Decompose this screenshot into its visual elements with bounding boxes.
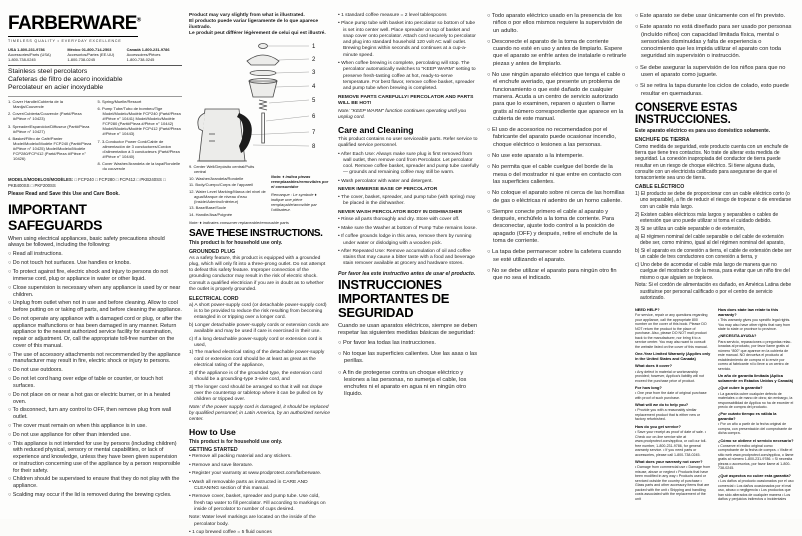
list-item: What will we do to help you? bbox=[635, 402, 689, 408]
cover-knob bbox=[259, 44, 268, 49]
list-item: 12. Water Level Marking/Marca del nivel de agua/Marque de niveau d'eau (Inside/Adentro/Intérieur) bbox=[189, 188, 266, 204]
list-item: One-Year Limited Warranty (Applies only in the United States and Canada) bbox=[635, 351, 711, 361]
list-item: ○ Se debe asegurar la supervisión de los niños para que no usen el aparato como juguete. bbox=[635, 64, 786, 79]
list-item: ¿NECESITA AYUDA? bbox=[718, 333, 757, 339]
list-item: 11. Body/Cuerpo/Corps de l'appareil bbox=[189, 182, 254, 188]
cable-heading: CABLE ELÉCTRICO bbox=[635, 184, 685, 191]
list-item: ○ No se debe utilizar el aparato para ningún otro fin que no sea el indicado. bbox=[487, 267, 617, 282]
getting-started-list bbox=[189, 454, 330, 536]
list-item: • Register your warranty at www.prodprotect.com/farberware. bbox=[189, 471, 322, 477]
list-item: 1) The marked electrical rating of the detachable power-supply cord or extension cord should be at least as great as the electrical rating of the appliance, bbox=[189, 350, 325, 368]
list-item: 4. Basket/Filtro de Café/Panier Model/Modelo/Modèle FCP240 (Part#/Pieza #/Pièce n° 10425) Model/Modelo/Modèle FCP280/FCP412 (Part#/Pieza #/Pièce n° 10426) bbox=[8, 136, 92, 162]
divider bbox=[8, 65, 182, 66]
list-item: 2. Cover/Cubierta/Couvercle (Part#/Pieza #/Pièce n° 10423) bbox=[8, 111, 82, 122]
list-item: ○ La tapa debe permanecer sobre la cafetera cuando se esté utilizando el aparato. bbox=[487, 249, 622, 263]
callout-3: 3 bbox=[312, 70, 316, 76]
list-item: c) If a long detachable power-supply cord or extension cord is used, bbox=[189, 336, 323, 348]
read-save-note: Please Read and Save this Use and Care Book. bbox=[8, 191, 120, 198]
list-item: a) El régimen nominal del cable separable o del cable de extensión debe ser, como mínimo, igual al del régimen nominal del aparato, bbox=[635, 233, 785, 246]
care-list-b bbox=[338, 195, 479, 208]
list-item: • 1 standard coffee measure = 2 level tablespoons bbox=[338, 13, 447, 18]
list-item: ○ No permita que el cable cuelgue del borde de la mesa o del mostrador ni que entre en contacto con las superficies calientes. bbox=[487, 164, 622, 185]
never-dishwasher-warning: NEVER WASH PERCOLATOR BODY IN DISHWASHER bbox=[338, 209, 463, 215]
parts-list bbox=[8, 99, 182, 174]
list-item: • If coffee grounds lodge in this area, remove them by running under water or dislodging with a wooden pick. bbox=[338, 234, 472, 246]
list-item: ○ Do not use appliance for other than intended use. bbox=[8, 431, 131, 438]
list-item: 3) The longer cord should be arranged so that it will not drape over the countertop or tabletop where it can be pulled on by children or tripped over. bbox=[189, 384, 323, 403]
list-item: b) Longer detachable power-supply cords or extension cords are available and may be used if care is exercised in their use. bbox=[189, 322, 329, 334]
fine-print-right bbox=[718, 305, 794, 502]
panel-conserve bbox=[635, 13, 794, 513]
enchufe-heading: ENCHUFE DE TIERRA bbox=[635, 136, 690, 143]
list-item: How does state law relate to this warranty? bbox=[718, 307, 779, 317]
cover bbox=[247, 55, 279, 65]
parts-list-center bbox=[189, 164, 330, 219]
list-item: • Por un año a partir de la fecha original de compra, con presentación del comprobante de dicha compra. bbox=[718, 422, 793, 436]
list-item: Nota: Si el cordón de alimentación es dañado, en América Latina debe sustituirse por personal calificado o por el centro de servicio autorizado. bbox=[635, 282, 792, 302]
list-item: Para servicio, reparaciones o preguntas relacionadas al producto, por favor llame gratis al número “800” que aparece en la cubierta de este manual. NO devuelva el producto al establecimiento de compra ni lo envíe por correo al fabricante ni lo lleve a un centro de servicio. bbox=[718, 339, 792, 371]
list-item: 7. 3-Conductor Power Cord/Cable de alimentación de 3 conductores/Cordon d'alimentation à 3 conducteurs (Part#/Pieza #/Pièce n° 10440) bbox=[97, 138, 180, 159]
list-item: El producto puede variar ligeramente de lo que aparece ilustrado. bbox=[189, 19, 319, 30]
list-item: b) Si el aparato es de conexión a tierra, el cable de extensión debe ser un cable de tres conductores con conexión a tierra, y bbox=[635, 247, 792, 261]
list-item: 3) Si se utiliza un cable separable o de extensión, bbox=[635, 225, 746, 232]
grounded-plug-text: As a safety feature, this product is equipped with a grounded plug, which will only fit into a three-prong outlet. Do not attempt to defeat this safety feature. Improper connection of the grounding conductor may result in the risk of electric shock. Consult a qualified electrician if you are in doubt as to whether the outlet is properly grounded. bbox=[189, 255, 326, 292]
list-item: For service, repair or any questions regarding your appliance, call the appropriate 800 number on the cover of this book. Please DO NOT return the product to the place of purchase. Also, please DO NOT mail product back to the manufacturer, nor bring it to a service center. You may also want to consult the website listed on the cover of this manual. bbox=[635, 313, 708, 349]
list-item: ○ Do not touch hot surfaces. Use handles or knobs. bbox=[8, 260, 131, 267]
parts-center-items bbox=[189, 164, 267, 219]
list-item: ○ Scalding may occur if the lid is removed during the brewing cycles. bbox=[8, 492, 172, 499]
basket bbox=[249, 79, 277, 97]
list-item: ¿Por cuánto tiempo es válida la garantía? bbox=[718, 411, 777, 422]
list-item: • After Repeated Use: Remove accumulation of oil and coffee stains that may cause a bitter taste with a food and beverage stain remover available at grocery and hardware stores. bbox=[338, 248, 475, 267]
list-item: c) Uno debe de acomodar el cable más largo de manera que no cuelgue del mostrador o de la mesa, para evitar que un niño tire del mismo o que alguien se tropiece. bbox=[635, 262, 790, 281]
brand-logo bbox=[8, 13, 182, 43]
spanish-safeguards-list-1 bbox=[338, 340, 479, 399]
parts-note-es: Nota: ♦ indica piezas reemplazables/removibles por el consumidor bbox=[271, 174, 329, 189]
list-item: • Rinse all parts thoroughly and dry. Store with cover off. bbox=[338, 217, 460, 223]
percolator-diagram bbox=[189, 39, 330, 163]
parts-list-right bbox=[98, 99, 183, 174]
list-item: • One year from the date of original purchase with proof of such purchase. bbox=[635, 391, 707, 400]
fine-print bbox=[635, 305, 794, 502]
cable-list bbox=[635, 191, 794, 301]
list-item: 2) If the appliance is of the grounded type, the extension cord should be a grounding-type 3-wire cord, and bbox=[189, 370, 322, 382]
panel-cover bbox=[8, 13, 182, 513]
never-immerse-warning: NEVER IMMERSE BASE OF PERCOLATOR bbox=[338, 187, 438, 193]
list-item: 1) El producto se debe de proporcionar con un cable eléctrico corto (o uno separable), a fin de reducir el riesgo de tropezar o de enredarse con un cable más largo. bbox=[635, 191, 792, 210]
list-item: ○ Do not operate any appliance with a damaged cord or plug, or after the appliance malfunctions or has been damaged in any manner. Return appliance to the nearest authorized service facility for examination, repair or adjustment. Or, call the appropriate toll-free number on the cover of this manual. bbox=[8, 316, 182, 349]
list-item: 6. Pump Tube/Tubo de bombeo/Tige Model/Modelo/Modèle FCP240 (Part#/Pieza #/Pièce n° 10441) Model/Modelo/Modèle FCP280 (Part#/Pieza #/Pièce n° 10442) Model/Modelo/Modèle FCP412 (Part#/Pieza #/Pièce n° 10443) bbox=[97, 106, 181, 137]
list-item: • The cover, basket, spreader, and pump tube (with spring) may be placed in the dishwasher. bbox=[338, 194, 476, 207]
diagram-callouts bbox=[312, 44, 316, 150]
care-list-c bbox=[338, 217, 479, 267]
list-item: ○ This appliance is not intended for use by persons (including children) with reduced physical, sensory or mental capabilities, or lack of experience and knowledge, unless they have been given supervision or instruction concerning use of the appliance by a person responsible for their safety. bbox=[8, 440, 181, 474]
instrucciones-heading: INSTRUCCIONES IMPORTANTES DE SEGURIDAD bbox=[338, 277, 450, 320]
brand-wordmark: FARBERWARE bbox=[8, 13, 137, 34]
list-item: • Provide you with a reasonably similar replacement product that is either new or factory refurbished. bbox=[635, 408, 701, 422]
parts-note-en: Note: ♦ indicates consumer replaceable/removable parts bbox=[189, 219, 289, 225]
how-to-use-continued bbox=[338, 13, 479, 92]
list-item: 9. Center Well/Depósito central/Puits central bbox=[189, 164, 255, 174]
callout-5: 5 bbox=[312, 98, 316, 104]
parts-notes bbox=[271, 164, 330, 219]
list-item: • This warranty gives you specific legal rights. You may also have other rights that vary from state to state or province to province. bbox=[718, 318, 791, 332]
product-title bbox=[8, 68, 182, 93]
list-item: • Wash percolator with water and detergent. bbox=[338, 178, 433, 184]
list-item: • After Each Use: Always make sure plug is first removed from wall outlet, then remove cord from Percolator. Let percolator cool. Remove coffee basket, spreader and pump tube carefully — grounds and remaining coffee may still be warm. bbox=[338, 151, 479, 176]
list-item: • Wash all removable parts as instructed in CARE AND CLEANING section of this manual. bbox=[189, 479, 308, 491]
list-item: ○ Este aparato no está diseñado para ser usado por personas (incluído niños) con capacidad limitada física, mental o sensoriales disminuidas y falta de experiencia o conocimiento que les impida utilizar el aparato con toda seguridad sin supervisión o instrucción. bbox=[635, 24, 792, 60]
list-item: • La garantía cubre cualquier defecto de materiales o de mano de obra; sin embargo, la responsabilidad de Applica no ha de exceder el precio de compra del producto. bbox=[718, 391, 794, 410]
how-to-use-heading: How to Use bbox=[189, 427, 236, 438]
list-item: NEED HELP? bbox=[635, 307, 660, 313]
list-item: • Make sure the Washer at bottom of Pump Tube remains loose. bbox=[338, 225, 477, 231]
care-intro: This product contains no user serviceable parts. Refer service to qualified service personnel. bbox=[338, 136, 478, 148]
keep-warm-note: Note: “KEEP WARM” function continues operating until you unplug cord. bbox=[338, 108, 467, 120]
conserve-heading: CONSERVE ESTAS INSTRUCCIONES. bbox=[635, 101, 738, 127]
list-item: ○ Por favor lea todas las instrucciones. bbox=[338, 339, 436, 346]
list-item: ○ Children should be supervised to ensure that they do not play with the appliance. bbox=[8, 476, 180, 490]
list-item: 8. Cover Washer/Arandela de la tapa/Rondelle du couvercle bbox=[97, 161, 181, 172]
callout-1: 1 bbox=[312, 44, 316, 50]
list-item: Le produit peut différer légèrement de celui qui est illustré. bbox=[189, 31, 326, 36]
save-instructions-heading: SAVE THESE INSTRUCTIONS. bbox=[189, 227, 323, 239]
fine-print-left bbox=[635, 305, 711, 502]
callout-4: 4 bbox=[312, 84, 316, 90]
brand-tagline: TIMELESS QUALITY • EVERYDAY EXCELLENCE bbox=[8, 36, 138, 43]
spanish-safeguards-list-3 bbox=[635, 13, 794, 98]
spring bbox=[259, 100, 267, 110]
list-item: 13. Base/Base/Socle bbox=[189, 205, 227, 211]
list-item: 2) Existen cables eléctricos más largos y separables o cables de extensión que uno puede utilizar si toma el cuidado debido. bbox=[635, 211, 779, 224]
safeguards-intro: When using electrical appliances, basic safety precautions should always be followed, including the following: bbox=[8, 235, 165, 249]
electrical-cord-heading: ELECTRICAL CORD bbox=[189, 295, 239, 302]
list-item: • Los daños al producto ocasionados por el uso comercial • Los daños ocasionados por el mal uso, abuso o negligencia • Los productos que han sido alterados de cualquier manera • Los daños y perjuicios indirectos o incidentales bbox=[718, 479, 794, 502]
list-item: • Damage from commercial use • Damage from misuse, abuse or neglect • Products that have been modified in any way • Products used or serviced outside the country of purchase • Glass parts and other accessory items that are packed with the unit • Shipping and handling costs associated with the replacement of the unit bbox=[635, 465, 711, 501]
callout-7: 7 bbox=[312, 130, 316, 136]
list-item: Stainless steel percolators bbox=[8, 67, 88, 75]
spanish-lead-note: Por favor lea este instructivo antes de usar el producto. bbox=[338, 271, 476, 278]
list-item: ○ No use ningún aparato eléctrico que tenga el cable o el enchufe averiado, que presente un problema de funcionamiento o que esté dañado de cualquier manera. Acuda a un centro de servicio autorizado para que lo examinen, reparen o ajusten o llame gratis al número correspondiente que aparece en la cubierta de este manual. bbox=[487, 72, 626, 122]
safeguards-list bbox=[8, 251, 182, 498]
getting-started-heading: GETTING STARTED bbox=[189, 447, 238, 454]
list-item: ¿Qué aspectos no cubre esta garantía? bbox=[718, 472, 791, 478]
list-item: ○ Desconecte el aparato de la toma de corriente cuando no esté en uso y antes de limpiarlo. Espere que el aparato se enfríe antes de instalarle o retirarle piezas y antes de limpiarlo. bbox=[487, 38, 627, 67]
callout-8: 8 bbox=[312, 144, 316, 150]
list-item: Percolateur en acier inoxydable bbox=[8, 84, 104, 92]
hot-parts-warning: REMOVE PARTS CAREFULLY! PERCOLATOR AND PARTS WILL BE HOT! bbox=[338, 94, 474, 106]
list-item: ○ No use este aparato a la intemperie. bbox=[487, 153, 584, 160]
spanish-household-note: Este aparato eléctrico es para uso doméstico solamente. bbox=[635, 128, 771, 135]
list-item: 5. Spring/Muelle/Ressort bbox=[97, 98, 142, 104]
panel-care bbox=[338, 13, 479, 513]
list-item: ○ Close supervision is necessary when any appliance is used by or near children. bbox=[8, 284, 181, 298]
list-item: ○ To disconnect, turn any control to OFF, then remove plug from wall outlet. bbox=[8, 407, 172, 421]
spanish-safeguards-list-2 bbox=[487, 13, 627, 283]
contact-usa: USA 1-800-231-9786 Accessories/Parts (USA) 1-800-738-0245 bbox=[8, 46, 51, 62]
parts-list-left bbox=[8, 99, 93, 174]
list-item: Cafeteras de filtro de acero inoxidable bbox=[8, 76, 123, 84]
household-note: This product is for household use only. bbox=[189, 438, 283, 445]
list-item: ○ The cover must remain on when this appliance is in use. bbox=[8, 422, 147, 429]
list-item: ○ The use of accessory attachments not recommended by the appliance manufacturer may result in fire, electric shock or injury to persons. bbox=[8, 351, 181, 365]
list-item: 14. Handle/Asa/Poignée bbox=[189, 211, 233, 217]
list-item: • Remove all packing material and any stickers. bbox=[189, 454, 292, 460]
list-item: Un año de garantía limitada (Aplica solamente en Estados Unidos y Canadá) bbox=[718, 373, 794, 383]
list-item: ○ Do not let cord hang over edge of table or counter, or touch hot surfaces. bbox=[8, 376, 163, 389]
spanish-intro: Cuando se usan aparatos eléctricos, siempre se deben respetar las siguientes medidas básicas de seguridad: bbox=[338, 322, 478, 336]
care-cleaning-heading: Care and Cleaning bbox=[338, 125, 414, 136]
list-item: ○ No toque las superficies calientes. Use las asas o las perillas. bbox=[338, 350, 478, 365]
list-item: • When coffee brewing is complete, percolating will stop. The percolator automatically switches to “KEEP WARM” setting to preserve fresh-tasting coffee at hot, ready-to-serve temperature. For best flavor, remove coffee basket, spreader and pump tube when brewing is completed. bbox=[338, 61, 476, 92]
list-item: ¿Cómo se obtiene el servicio necesario? bbox=[718, 437, 794, 443]
list-item: • Conserve el recibo original como comprobante de la fecha de compra. • Visite el sitio web www.prodprotect.com/applica, o llame gratis al número 1-800-231-9786. • Si necesita piezas o accesorios, por favor llame al 1-800-738-0245. bbox=[718, 443, 794, 471]
list-item: • Remove cover, basket, spreader and pump tube. Use cold, fresh tap water to fill percolator. Fill according to markings on inside of percolator to number of cups desired. bbox=[189, 494, 326, 512]
list-item: What does it cover? bbox=[635, 363, 672, 369]
list-item: ○ Si se retira la tapa durante los ciclos de colado, esto puede resultar en quemaduras. bbox=[635, 83, 789, 97]
list-item: • Remove and save literature. bbox=[189, 462, 254, 468]
list-item: Product may vary slightly from what is illustrated. bbox=[189, 13, 305, 18]
electrical-cord-list bbox=[189, 303, 330, 404]
callout-2: 2 bbox=[312, 57, 316, 63]
list-item: • Any defect in material or workmanship provided; however, Applica's liability will not exceed the purchase price of product. bbox=[635, 369, 705, 383]
parts-note-fr: Remarque : Le symbole ♦ indique une pièce remplaçable/amovible par l'utilisateur. bbox=[271, 191, 317, 212]
spreader bbox=[250, 70, 276, 75]
care-list-a bbox=[338, 152, 479, 185]
list-item: ○ A fin de protegerse contra un choque eléctrico y lesiones a las personas, no sumerja el cable, los enchufes ni el aparato en agua ni en ningún otro líquido. bbox=[338, 369, 467, 398]
list-item: ○ Todo aparato eléctrico usado en la presencia de los niños o por ellos mismos requiere la supervisión de un adulto. bbox=[487, 13, 623, 34]
list-item: ○ Read all instructions. bbox=[8, 251, 63, 258]
pump-tube bbox=[262, 113, 265, 143]
list-item: 1. Cover Handle/Cubierta de la Manija/Couvercle bbox=[8, 98, 63, 109]
list-item: ○ Do not place on or near a hot gas or electric burner, or in a heated oven. bbox=[8, 391, 171, 405]
list-item: ○ Unplug from outlet when not in use and before cleaning. Allow to cool before putting on or taking off parts, and before cleaning the appliance. bbox=[8, 300, 182, 314]
panel-spanish bbox=[487, 13, 627, 513]
contact-info bbox=[8, 47, 182, 62]
contact-canada: Canadá 1-800-231-9786 Accessoires/Pièces 1-800-738-0245 bbox=[126, 46, 170, 62]
models-list: MODELS/MODELOS/MODÈLES: □ FCP240 □ FCP280 □ FCP412 □ PKB240SS □ PKB400SS □ PKF200SS bbox=[8, 177, 166, 188]
panel-diagram bbox=[189, 13, 330, 536]
list-item: ¿Qué cubre la garantía? bbox=[718, 385, 763, 391]
household-note: This product is for household use only. bbox=[189, 240, 283, 247]
list-item: ○ Este aparato se debe usar únicamente con el fin previsto. bbox=[635, 13, 786, 19]
list-item: ○ Do not use outdoors. bbox=[8, 367, 63, 374]
contact-mexico: México 01-800-714-2503 Accesorios/Partes (EE.UU) 1-800-738-0245 bbox=[67, 46, 115, 62]
list-item: 10. Washer/Arandela/Rondelle bbox=[189, 175, 244, 181]
list-item: • Save your receipt as proof of date of sale. • Check our on-line service site at www.prodprotect.com/applica, or call our toll-free number, 1-800-231-9786, for general warranty service. • If you need parts or accessories, please call 1-800-738-0245. bbox=[635, 430, 707, 457]
list-item: Note: Water level markings are located on the inside of the percolator body. bbox=[189, 515, 316, 527]
list-item: • Place pump tube with basket into percolator so bottom of tube is set into center well. Place spreader on top of basket and snap cover onto percolator. Attach cord securely to percolator and plug into standard household 120 volt AC wall outlet. Brewing begins within seconds and continues at a cup-a-minute speed. bbox=[338, 21, 476, 58]
list-item: ○ Siempre conecte primero el cable al aparato y después, enchúfelo a la toma de corriente. Para desconectar, ajuste todo control a la posición de apagado (OFF) y después, retire el enchufe de la toma de corriente. bbox=[487, 208, 618, 245]
list-item: How do you get service? bbox=[635, 423, 681, 429]
list-item: a) A short power-supply cord (or detachable power-supply cord) is to be provided to reduce the risk resulting from becoming entangled in or tripping over a longer cord. bbox=[189, 302, 327, 321]
illustration-note bbox=[189, 13, 330, 37]
divider bbox=[8, 96, 182, 97]
list-item: 3. Spreader/Esparcidor/Diffuseur (Part#/Pieza #/Pièce n° 10427) bbox=[8, 123, 90, 134]
list-item: What does your warranty not cover? bbox=[635, 458, 703, 464]
enchufe-text: Como medida de seguridad, este producto cuenta con un enchufe de tierra que tiene tres contactos. No trate de alterar esta medida de seguridad. La conexión inapropiada del conductor de tierra puede resultar en un riesgo de choque eléctrico. Si tiene alguna duda, consulte con un electricista calificado para asegurarse de que el tomacorriente sea uno de tierra. bbox=[635, 143, 789, 182]
list-item: For how long? bbox=[635, 385, 662, 391]
callout-6: 6 bbox=[312, 114, 316, 120]
list-item: ○ El uso de accesorios no recomendados por el fabricante del aparato puede ocasionar incendio, choque eléctrico o lesiones a las personas. bbox=[487, 127, 617, 148]
registered-mark: ® bbox=[136, 17, 142, 24]
grounded-plug-heading: GROUNDED PLUG bbox=[189, 248, 236, 255]
list-item: ○ To protect against fire, electric shock and injury to persons do not immerse cord, plug or appliance in water or other liquid. bbox=[8, 269, 168, 282]
list-item: ○ No coloque el aparato sobre ni cerca de las hornillas de gas o eléctricas ni adentro de un horno caliente. bbox=[487, 190, 625, 204]
cord-note: Note: If the power supply cord is damaged, it should be replaced by qualified personnel; in Latin America, by an authorized service center. bbox=[189, 404, 330, 423]
important-safeguards-heading: IMPORTANT SAFEGUARDS bbox=[8, 201, 103, 234]
list-item: • 1 cup brewed coffee = 5 fluid ounces bbox=[189, 530, 272, 536]
